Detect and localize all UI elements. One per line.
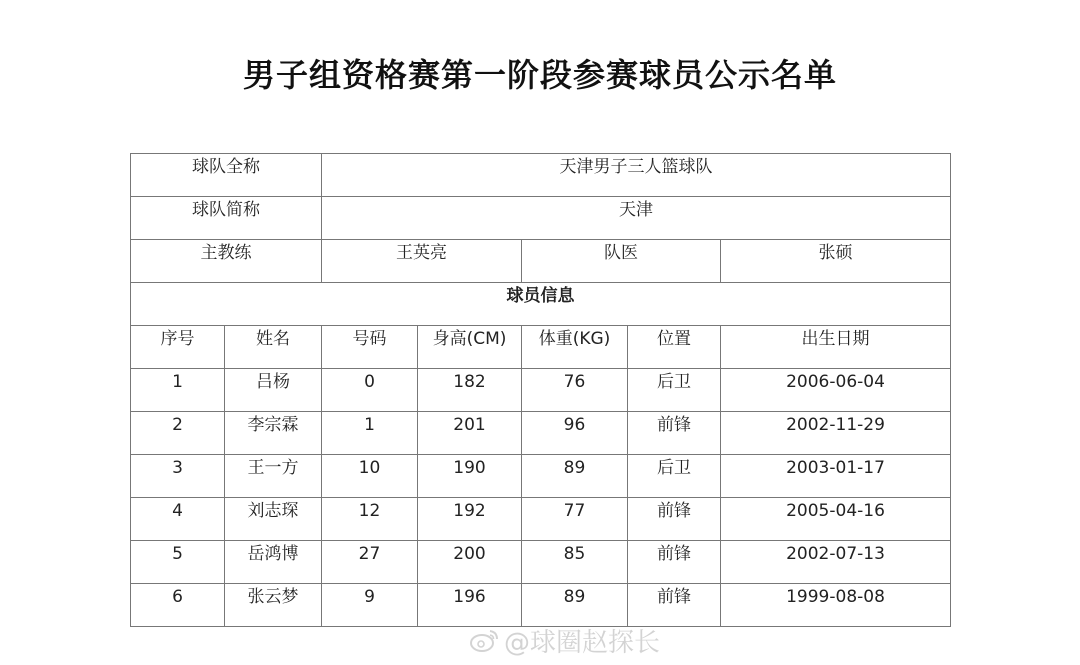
- player-position: 前锋: [628, 412, 721, 455]
- player-birthdate: 2005-04-16: [721, 498, 951, 541]
- player-position: 后卫: [628, 455, 721, 498]
- player-index: 1: [131, 369, 225, 412]
- player-number: 1: [322, 412, 418, 455]
- player-name: 吕杨: [225, 369, 322, 412]
- player-height: 201: [418, 412, 522, 455]
- player-weight: 85: [522, 541, 628, 584]
- column-header: 出生日期: [721, 326, 951, 369]
- player-birthdate: 1999-08-08: [721, 584, 951, 627]
- team-full-name-row: [131, 154, 951, 197]
- player-position: 前锋: [628, 541, 721, 584]
- player-number: 12: [322, 498, 418, 541]
- player-height: 190: [418, 455, 522, 498]
- player-number: 0: [322, 369, 418, 412]
- doctor-label: 队医: [522, 240, 721, 283]
- team-short-name-row: [131, 197, 951, 240]
- column-header: 序号: [131, 326, 225, 369]
- player-row: [131, 541, 951, 584]
- roster-table: [130, 153, 951, 627]
- player-weight: 96: [522, 412, 628, 455]
- document-title: 男子组资格赛第一阶段参赛球员公示名单: [242, 56, 837, 94]
- player-name: 王一方: [225, 455, 322, 498]
- player-height: 182: [418, 369, 522, 412]
- coach-label: 主教练: [131, 240, 322, 283]
- player-number: 9: [322, 584, 418, 627]
- player-index: 4: [131, 498, 225, 541]
- player-position: 前锋: [628, 498, 721, 541]
- team-short-name-label: 球队简称: [131, 197, 322, 240]
- watermark-text: @球圈赵探长: [504, 627, 661, 658]
- player-index: 3: [131, 455, 225, 498]
- doctor-value: 张硕: [721, 240, 951, 283]
- staff-row: [131, 240, 951, 283]
- player-number: 10: [322, 455, 418, 498]
- player-position: 后卫: [628, 369, 721, 412]
- player-row: [131, 412, 951, 455]
- player-name: 张云梦: [225, 584, 322, 627]
- player-index: 2: [131, 412, 225, 455]
- player-weight: 77: [522, 498, 628, 541]
- player-row: [131, 455, 951, 498]
- player-weight: 89: [522, 584, 628, 627]
- player-weight: 76: [522, 369, 628, 412]
- weibo-logo-icon: [470, 627, 500, 653]
- player-birthdate: 2003-01-17: [721, 455, 951, 498]
- team-full-name-value: 天津男子三人篮球队: [322, 154, 951, 197]
- player-row: [131, 498, 951, 541]
- player-position: 前锋: [628, 584, 721, 627]
- player-name: 李宗霖: [225, 412, 322, 455]
- watermark: [470, 622, 660, 658]
- player-row: [131, 584, 951, 627]
- player-height: 196: [418, 584, 522, 627]
- player-number: 27: [322, 541, 418, 584]
- column-header: 号码: [322, 326, 418, 369]
- player-birthdate: 2002-11-29: [721, 412, 951, 455]
- player-height: 192: [418, 498, 522, 541]
- column-header-row: [131, 326, 951, 369]
- player-weight: 89: [522, 455, 628, 498]
- team-full-name-label: 球队全称: [131, 154, 322, 197]
- coach-value: 王英亮: [322, 240, 522, 283]
- player-birthdate: 2002-07-13: [721, 541, 951, 584]
- players-section-heading: 球员信息: [131, 283, 951, 326]
- column-header: 姓名: [225, 326, 322, 369]
- column-header: 体重(KG): [522, 326, 628, 369]
- player-height: 200: [418, 541, 522, 584]
- player-index: 5: [131, 541, 225, 584]
- player-row: [131, 369, 951, 412]
- player-name: 刘志琛: [225, 498, 322, 541]
- player-birthdate: 2006-06-04: [721, 369, 951, 412]
- column-header: 位置: [628, 326, 721, 369]
- players-section-row: [131, 283, 951, 326]
- column-header: 身高(CM): [418, 326, 522, 369]
- player-name: 岳鸿博: [225, 541, 322, 584]
- team-short-name-value: 天津: [322, 197, 951, 240]
- player-index: 6: [131, 584, 225, 627]
